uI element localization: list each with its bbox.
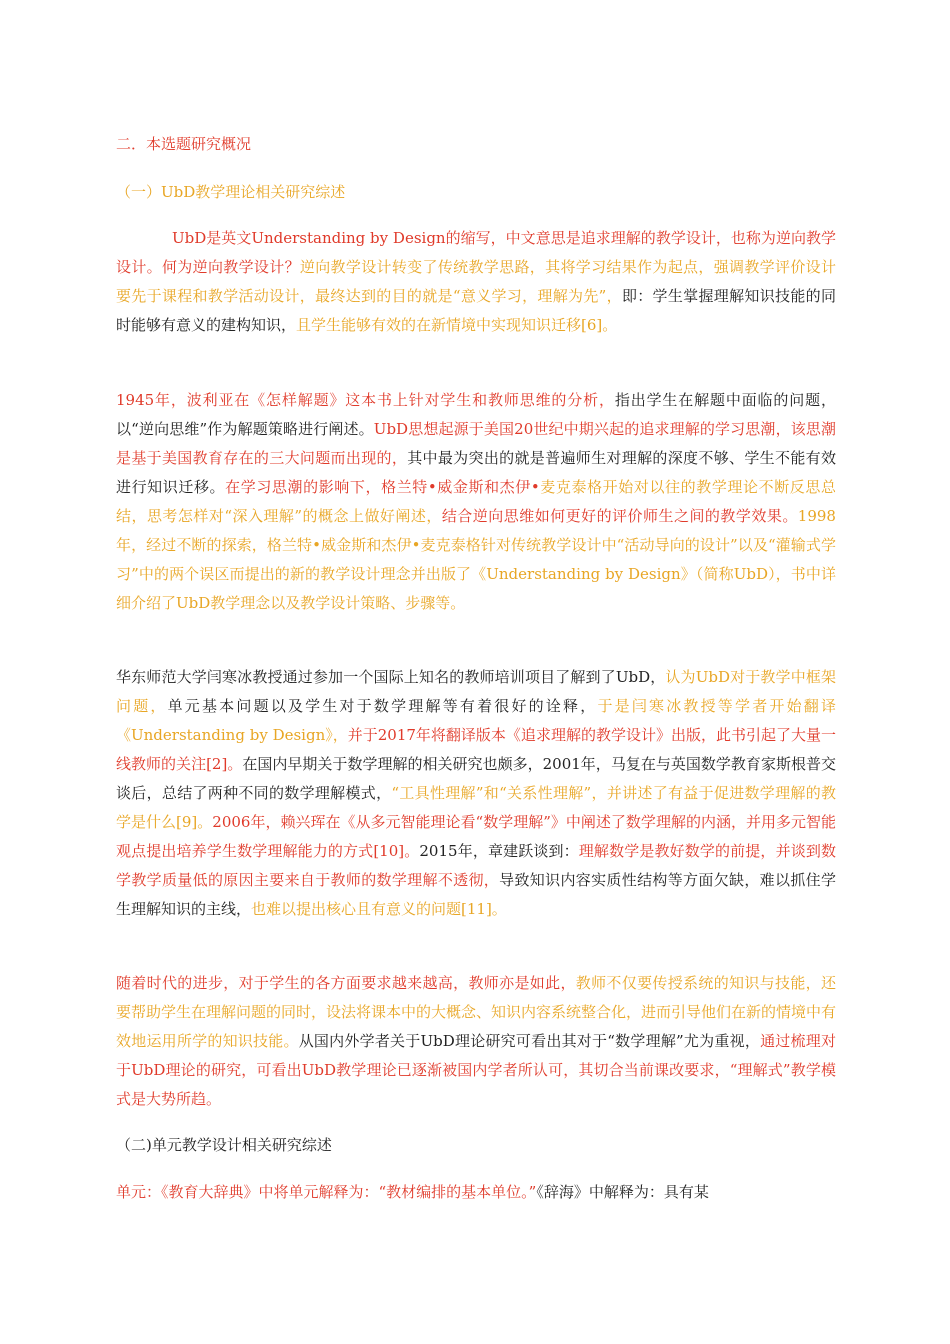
paragraph-unit-definition	[116, 1178, 836, 1207]
text-run: 2015年，章建跃谈到：	[419, 842, 579, 860]
text-run: 通过梳理对于UbD理论的研究，可看出UbD教学理论已逐渐被国内学者所认可，其切合当前课改要求，“理解式”教学模式是大势所趋。	[116, 1032, 836, 1108]
text-run: 《辞海》中解释为：具有某	[536, 1183, 709, 1201]
section-heading	[116, 134, 836, 154]
text-run: 在学习思潮的影响下，格兰特•威金斯和杰伊•	[225, 478, 540, 496]
text-run: 结合逆向思维如何更好的评价师生之间的教学效果。	[441, 507, 798, 525]
text-run: 其中最为突出的就是普遍师生对理解的深度不够、学生不能有效进行知识迁移。	[116, 449, 836, 496]
text-run: UbD思想起源于美国20世纪中期兴起的追求理解的学习思潮，该思潮是基于美国教育存在的三大问题而出现的，	[116, 420, 836, 467]
text-run: 随着时代的进步，对于学生的各方面要求越来越高，教师亦是如此，	[116, 974, 576, 992]
text-run: 也难以提出核心且有意义的问题[11]。	[251, 900, 507, 918]
paragraph-ubd-definition	[116, 224, 836, 340]
text-run: 并于2017年将翻译版本《追求理解的教学设计》出版，此书引起了大量一线教师的关注[2]。	[116, 726, 836, 773]
text-run: 指出学生在解题中面临的问题，以“逆向思维”作为解题策略进行阐述。	[116, 391, 836, 438]
heading-text: （二)单元教学设计相关研究综述	[116, 1136, 332, 1154]
text-run: 认为UbD对于教学中框架问题，	[116, 668, 836, 715]
text-run: “工具性理解”和“关系性理解”，并讲述了有益于促进数学理解的教学是什么[9]。	[116, 784, 836, 831]
paragraph-domestic-research	[116, 663, 836, 924]
text-run: 麦克泰格开始对以往的教学理论不断反思总结，思考怎样对“深入理解”的概念上做好阐述，	[116, 478, 836, 525]
text-run: 单元：《教育大辞典》中将单元解释为：“教材编排的基本单位。”	[116, 1183, 537, 1201]
text-run: 华东师范大学闫寒冰教授通过参加一个国际上知名的教师培训项目了解到了UbD，	[116, 668, 666, 686]
text-run: 单元基本问题以及学生对于数学理解等有着很好的诠释，	[167, 697, 598, 715]
paragraph-ubd-history	[116, 386, 836, 618]
text-run: 导致知识内容实质性结构等方面欠缺，难以抓住学生理解知识的主线，	[116, 871, 836, 918]
text-run: UbD是英文Understanding by Design的缩写，中文意思是追求理解的教学设计，也称为逆向教学设计。何为逆向教学设计？	[116, 229, 836, 276]
text-run: 即：学生掌握理解知识技能的同时能够有意义的建构知识，	[116, 287, 836, 334]
text-run: 逆向教学设计转变了传统教学思路，其将学习结果作为起点，强调教学评价设计要先于课程和教学活动设计，最终达到的目的就是“意义学习，理解为先”，	[116, 258, 836, 305]
paragraph-summary	[116, 969, 836, 1114]
heading-text: （一）UbD教学理论相关研究综述	[116, 183, 346, 201]
text-run: 且学生能够有效的在新情境中实现知识迁移[6]。	[296, 316, 618, 334]
text-run: 于是闫寒冰教授等学者开始翻译《Understanding by Design》，	[116, 697, 836, 744]
text-run: 1998年，经过不断的探索，格兰特•威金斯和杰伊•麦克泰格针对传统教学设计中“活动导向的设计”以及“灌输式学习”中的两个误区而提出的新的教学设计理念并出版了《Understanding by Design》（简称UbD），书中详细介绍了UbD教学理念以及教学设计策略、步骤等。	[116, 507, 836, 612]
text-run: 2006年，赖兴珲在《从多元智能理论看“数学理解”》中阐述了数学理解的内涵，并用多元智能观点提出培养学生数学理解能力的方式[10]。	[116, 813, 836, 860]
text-run: 从国内外学者关于UbD理论研究可看出其对于“数学理解”尤为重视，	[298, 1032, 761, 1050]
text-run: 1945年，波利亚在《怎样解题》这本书上针对学生和教师思维的分析，	[116, 391, 615, 409]
subsection-heading-unit	[116, 1135, 836, 1155]
subsection-heading-ubd	[116, 182, 836, 202]
text-run: 理解数学是教好数学的前提，并谈到数学教学质量低的原因主要来自于教师的数学理解不透彻，	[116, 842, 836, 889]
heading-text: 二．本选题研究概况	[116, 135, 252, 153]
text-run: 教师不仅要传授系统的知识与技能，还要帮助学生在理解问题的同时，设法将课本中的大概念、知识内容系统整合化，进而引导他们在新的情境中有效地运用所学的知识技能。	[116, 974, 837, 1050]
text-run: 在国内早期关于数学理解的相关研究也颇多，2001年，马复在与英国数学教育家斯根普交谈后，总结了两种不同的数学理解模式，	[116, 755, 836, 802]
